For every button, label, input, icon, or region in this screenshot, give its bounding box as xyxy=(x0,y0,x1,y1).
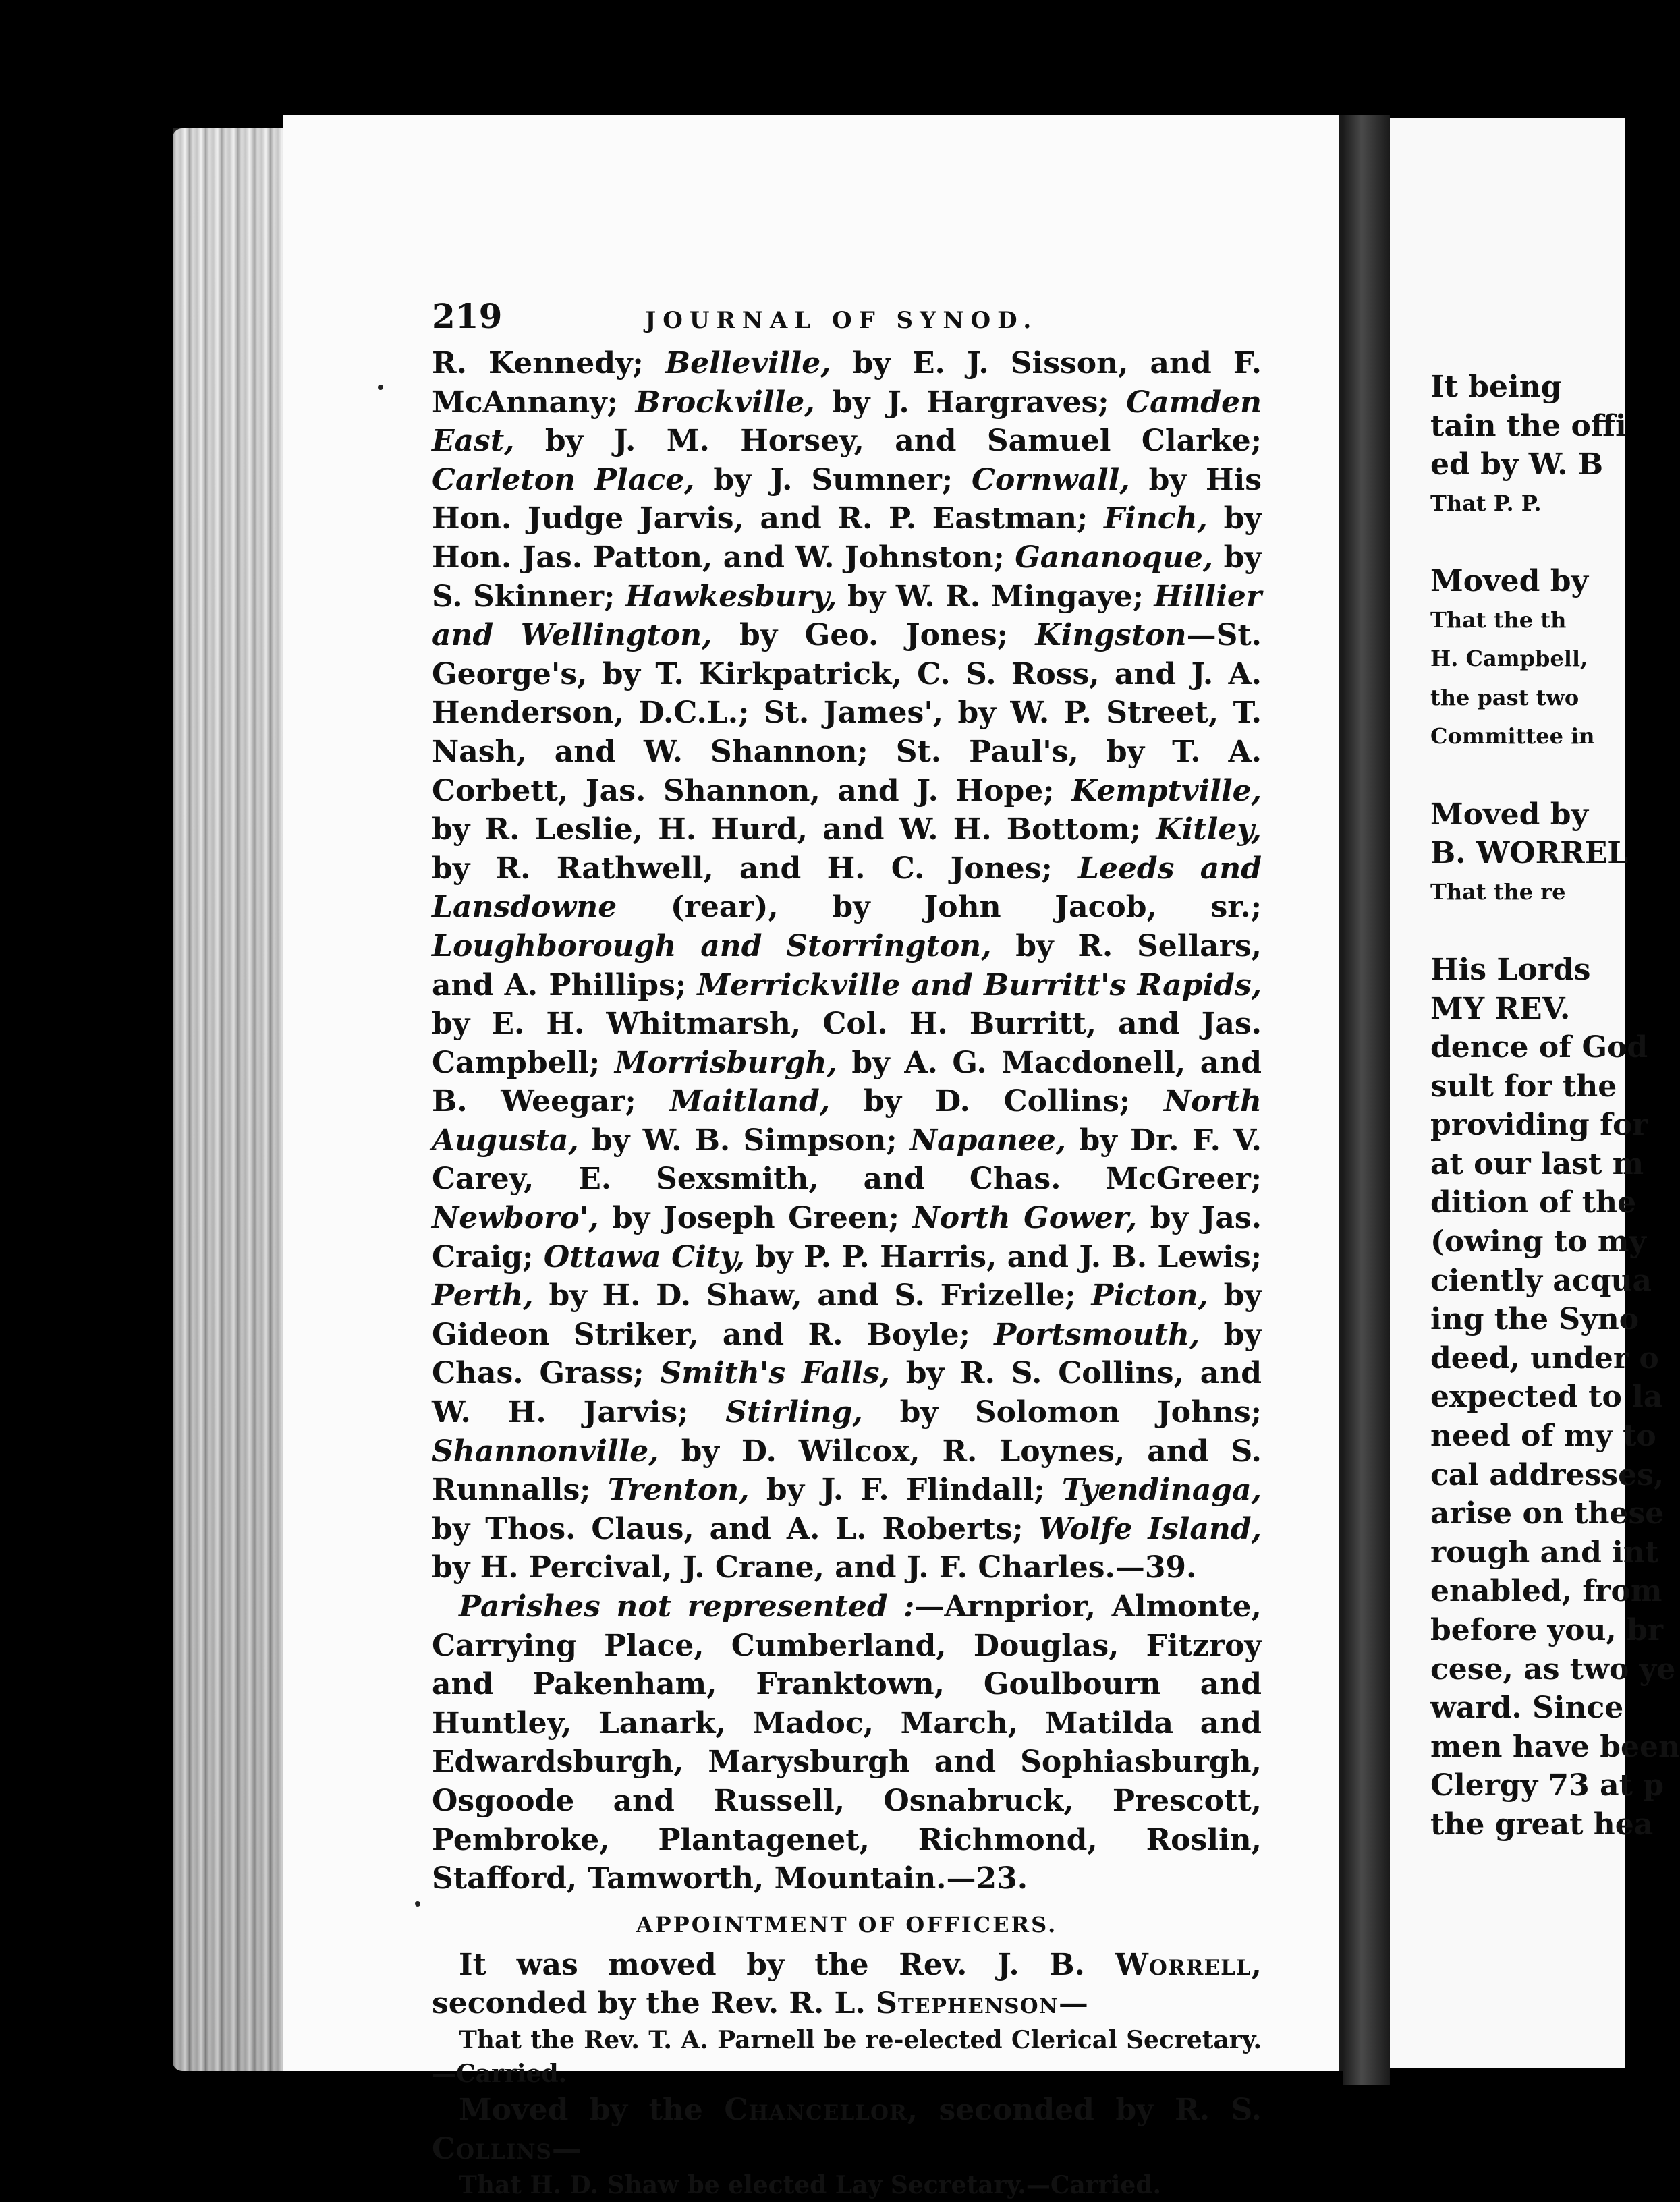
parish-name: North Augusta, xyxy=(432,1084,1262,1158)
parish-text-run: by E. J. Sisson, and F. McAnnany; xyxy=(432,346,1262,420)
parish-text-run: by R. Leslie, H. Hurd, and W. H. Bottom; xyxy=(432,812,1156,847)
page-edges xyxy=(173,128,287,2071)
parish-text-run: by Joseph Green; xyxy=(598,1201,913,1236)
right-page-line: That the th xyxy=(1430,606,1567,633)
parish-text-run: by A. G. Macdonell, and B. Weegar; xyxy=(432,1045,1262,1119)
not-represented-list: —Arnprior, Almonte, Carrying Place, Cumberland, Douglas, Fitzroy and Pakenham, Franktown, Goulbourn and Huntley, Lanark, Madoc, March, Matilda and Edwardsburgh, Marysburgh and Sophiasburgh, Osgoode and Russell, Osnabruck, Prescott, Pembroke, Plantagenet, Richmond, Roslin, Stafford, Tamworth, Mountain.—23. xyxy=(432,1589,1262,1896)
right-page-line: That the re xyxy=(1430,878,1566,905)
right-page-line: before you, br xyxy=(1430,1613,1664,1647)
right-page-line: need of my to xyxy=(1430,1419,1656,1454)
parish-text-run: by Thos. Claus, and A. L. Roberts; xyxy=(432,1511,1039,1546)
parish-text-run: by R. Sellars, and A. Phillips; xyxy=(432,928,1262,1003)
not-represented-label: Parishes not represented : xyxy=(459,1589,915,1624)
parish-text-run: by J. Hargraves; xyxy=(814,385,1127,420)
parish-name: Brockville, xyxy=(635,385,815,420)
parish-name: Ottawa City, xyxy=(543,1239,745,1274)
parish-name: Camden East, xyxy=(432,385,1262,459)
parish-name: Merrickville and Burritt's Rapids, xyxy=(697,967,1262,1003)
motion-2-dash: — xyxy=(551,2131,582,2166)
right-page-line: (owing to my xyxy=(1430,1224,1646,1260)
right-page-line: ed by W. B xyxy=(1430,447,1604,482)
parish-name: Hillier and Wellington, xyxy=(432,579,1262,653)
parish-name: Kingston xyxy=(1035,618,1187,653)
motion-1-mover: Worrell xyxy=(1115,1947,1252,1982)
parish-name: Trenton, xyxy=(607,1473,750,1508)
page-number: 219 xyxy=(432,296,503,336)
motion-1-text-mid: , seconded by the Rev. R. L. xyxy=(432,1947,1262,2021)
right-page-line: sult for the xyxy=(1430,1069,1617,1104)
parish-text-run: by D. Collins; xyxy=(830,1084,1164,1119)
parish-name: Maitland, xyxy=(669,1084,831,1119)
right-page-line: tain the offi xyxy=(1430,408,1627,443)
book-gutter xyxy=(1343,115,1390,2085)
parish-name: Perth, xyxy=(432,1278,534,1314)
parish-name: Gananoque, xyxy=(1015,540,1214,575)
parish-name: Picton, xyxy=(1091,1278,1208,1314)
parish-text-run: by Chas. Grass; xyxy=(432,1317,1262,1391)
ink-speck xyxy=(415,1901,420,1907)
parish-name: Carleton Place, xyxy=(432,462,695,497)
motion-1-dash: — xyxy=(1058,1986,1088,2021)
right-page-line: His Lords xyxy=(1430,952,1591,987)
parish-text-run: by E. H. Whitmarsh, Col. H. Burritt, and Jas. Campbell; xyxy=(432,1007,1262,1080)
parish-text-run: by Solomon Johns; xyxy=(862,1395,1262,1430)
right-page-line: ing the Syno xyxy=(1430,1302,1640,1337)
parish-text-run: by J. F. Flindall; xyxy=(749,1473,1062,1508)
right-page-line: Clergy 73 at p xyxy=(1430,1768,1664,1803)
right-page-line: ward. Since xyxy=(1430,1691,1624,1726)
parish-name: Smith's Falls, xyxy=(660,1356,890,1391)
section-heading: APPOINTMENT OF OFFICERS. xyxy=(636,1911,1058,1938)
parish-text-run: by S. Skinner; xyxy=(432,540,1262,614)
motion-2-text: Moved by the xyxy=(459,2092,725,2127)
parish-name: Finch, xyxy=(1103,501,1208,536)
right-page-line xyxy=(1430,911,1633,951)
parish-name: North Gower, xyxy=(912,1201,1138,1236)
right-page-line: That P. P. xyxy=(1430,490,1542,516)
right-page-line: the past two xyxy=(1430,684,1579,710)
parish-name: Shannonville, xyxy=(432,1434,659,1469)
parish-text-run: (rear), by John Jacob, sr.; xyxy=(617,890,1262,925)
parish-text-run: by H. D. Shaw, and S. Frizelle; xyxy=(533,1278,1092,1314)
motion-1 xyxy=(432,1946,1262,2023)
parish-name: Hawkesbury, xyxy=(625,579,837,614)
motion-1-seconder: Stephenson xyxy=(876,1986,1059,2021)
parish-name: Kitley, xyxy=(1156,812,1262,847)
parish-text-run: by H. Percival, J. Crane, and J. F. Charles.—39. xyxy=(432,1550,1197,1585)
right-page-line: deed, under o xyxy=(1430,1340,1659,1376)
parish-text-run: by Gideon Striker, and R. Boyle; xyxy=(432,1278,1262,1352)
right-page-line: It being xyxy=(1430,370,1562,404)
right-page-line: cese, as two ye xyxy=(1430,1652,1676,1687)
right-page-line: men have been xyxy=(1430,1729,1680,1764)
right-page-line: providing for xyxy=(1430,1108,1648,1143)
right-page-line: enabled, from xyxy=(1430,1574,1662,1609)
parish-text-run: by J. M. Horsey, and Samuel Clarke; xyxy=(514,424,1262,459)
parish-text-run: by D. Wilcox, R. Loynes, and S. Runnalls; xyxy=(432,1434,1262,1508)
right-page-line xyxy=(1430,756,1633,795)
parishes-not-represented-paragraph xyxy=(432,1587,1262,1898)
left-page-text xyxy=(432,297,1262,2202)
right-page-line: Moved by xyxy=(1430,563,1589,598)
resolution-2: That H. D. Shaw be elected Lay Secretary.—Carried. xyxy=(459,2171,1162,2200)
parish-name: Belleville, xyxy=(665,346,831,380)
right-page-line: cal addresses, xyxy=(1430,1457,1664,1492)
running-header xyxy=(432,297,1262,344)
parish-text-run: by R. S. Collins, and W. H. Jarvis; xyxy=(432,1356,1262,1430)
parish-name: Cornwall, xyxy=(972,462,1130,497)
parish-text-run: by Geo. Jones; xyxy=(712,618,1036,653)
parish-text-run: by W. R. Mingaye; xyxy=(837,579,1154,614)
parish-name: Napanee, xyxy=(909,1123,1067,1158)
right-page-line: rough and int xyxy=(1430,1535,1659,1570)
right-page-line: MY REV. xyxy=(1430,991,1571,1026)
right-page-line: dence of God xyxy=(1430,1030,1648,1065)
motion-1-text: It was moved by the Rev. J. B. xyxy=(459,1947,1115,1982)
parish-text-run: R. Kennedy; xyxy=(432,346,665,380)
parish-text-run: by Dr. F. V. Carey, E. Sexsmith, and Chas. McGreer; xyxy=(432,1123,1262,1197)
right-page-line: dition of the xyxy=(1430,1185,1637,1220)
parish-text-run: by His Hon. Judge Jarvis, and R. P. Eastman; xyxy=(432,462,1262,536)
right-page-line: ciently acqua xyxy=(1430,1263,1652,1298)
right-page-text xyxy=(1430,368,1680,1844)
parish-name: Morrisburgh, xyxy=(614,1045,837,1080)
ink-speck xyxy=(378,385,383,390)
right-page-line: H. Campbell, xyxy=(1430,646,1588,672)
motion-2-seconder: Collins xyxy=(432,2131,552,2166)
parish-name: Tyendinaga, xyxy=(1061,1473,1262,1508)
right-page-line: the great hea xyxy=(1430,1807,1654,1842)
parish-name: Newboro', xyxy=(432,1201,599,1236)
right-page-line: at our last m xyxy=(1430,1146,1644,1181)
parish-text-run: by Jas. Craig; xyxy=(432,1201,1262,1274)
right-page-line: B. WORREL xyxy=(1430,836,1629,871)
right-page-line: Committee in xyxy=(1430,723,1595,750)
right-page-line: arise on these xyxy=(1430,1496,1664,1531)
parish-name: Portsmouth, xyxy=(994,1317,1200,1352)
right-page-line: expected to la xyxy=(1430,1380,1663,1415)
parishes-represented-paragraph xyxy=(432,344,1262,1587)
running-title: JOURNAL OF SYNOD. xyxy=(645,307,1038,334)
parish-text-run: —St. George's, by T. Kirkpatrick, C. S. Ross, and J. A. Henderson, D.C.L.; St. James', by W. P. Street, T. Nash, and W. Shannon; St. Paul's, by T. A. Corbett, Jas. Shannon, and J. Hope; xyxy=(432,618,1262,808)
right-page-line xyxy=(1430,523,1633,562)
parish-name: Leeds and Lansdowne xyxy=(432,851,1262,925)
parish-text-run: by J. Sumner; xyxy=(694,462,972,497)
right-page-line: Moved by xyxy=(1430,797,1589,832)
parish-name: Loughborough and Storrington, xyxy=(432,928,992,963)
motion-2-mover: Chancellor xyxy=(724,2092,907,2127)
parish-name: Wolfe Island, xyxy=(1038,1511,1262,1546)
parish-text-run: by P. P. Harris, and J. B. Lewis; xyxy=(744,1239,1262,1274)
motion-2-text-mid: , seconded by R. S. xyxy=(907,2092,1262,2127)
parish-text-run: by W. B. Simpson; xyxy=(578,1123,910,1158)
motion-2 xyxy=(432,2091,1262,2168)
parish-text-run: by Hon. Jas. Patton, and W. Johnston; xyxy=(432,501,1262,575)
resolution-1: That the Rev. T. A. Parnell be re-elected Clerical Secretary.—Carried. xyxy=(432,2025,1262,2088)
parish-name: Stirling, xyxy=(725,1395,863,1430)
parish-text-run: by R. Rathwell, and H. C. Jones; xyxy=(432,851,1078,886)
parish-name: Kemptville, xyxy=(1071,773,1262,808)
